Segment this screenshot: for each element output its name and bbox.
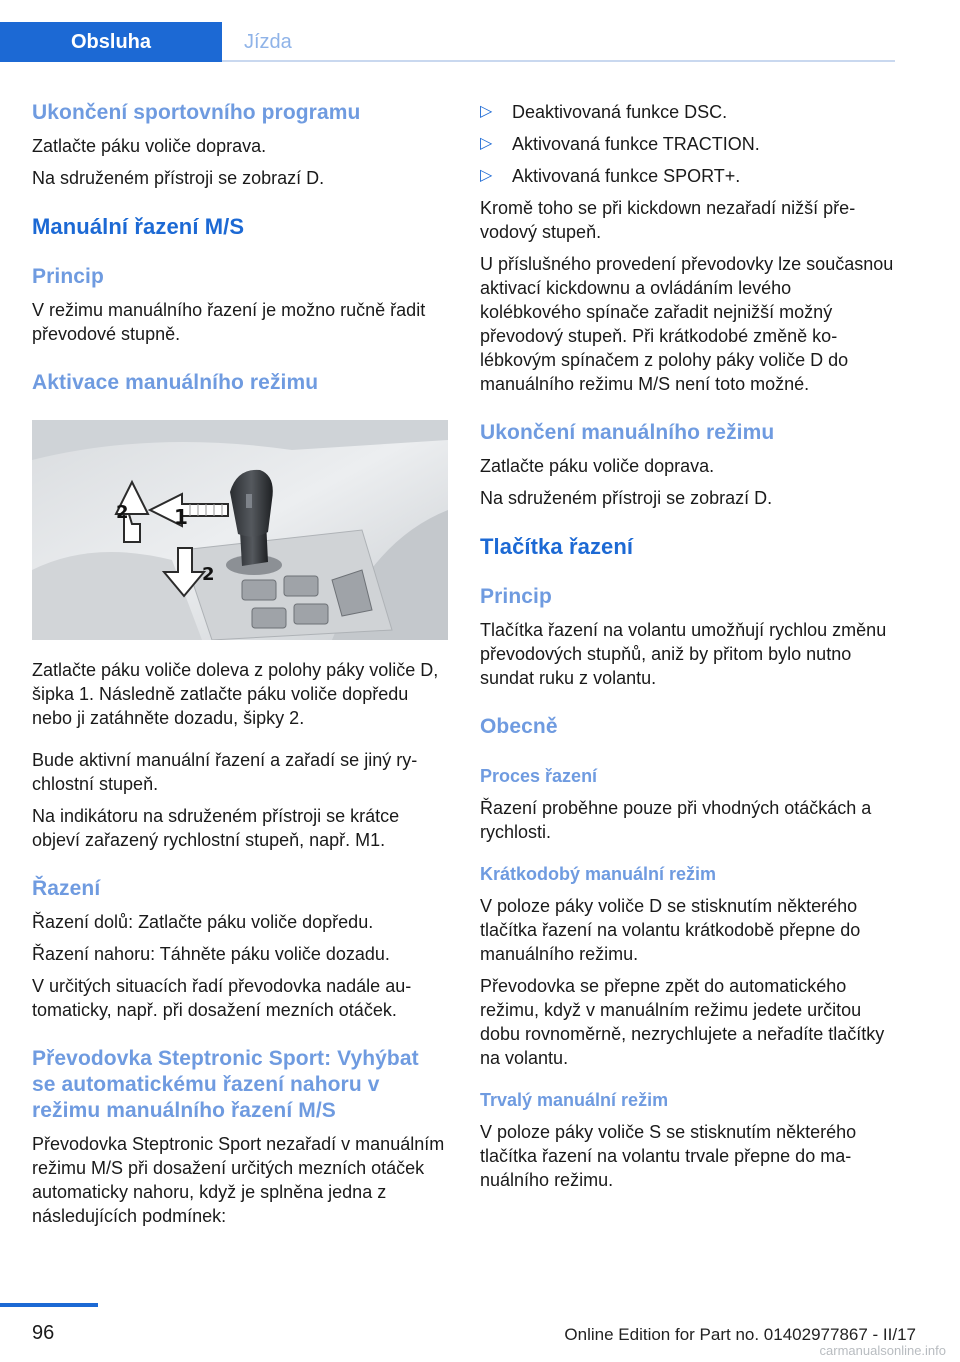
footer-accent-bar bbox=[0, 1303, 98, 1307]
arrow-label-2-bottom: 2 bbox=[202, 564, 215, 585]
heading-princip-right: Princip bbox=[480, 585, 552, 608]
heading-end-sport: Ukončení sportovního programu bbox=[32, 101, 361, 124]
list-item bbox=[480, 100, 896, 124]
heading-manual: Manuální řazení M/S bbox=[32, 214, 245, 239]
triangle-bullet-icon: ▷ bbox=[480, 135, 493, 152]
list-item-text: Aktivovaná funkce TRACTION. bbox=[512, 134, 760, 154]
paragraph: Kromě toho se při kickdown nezařadí nižší převodový stupeň. bbox=[480, 198, 856, 242]
paragraph: Zatlačte páku voliče doleva z polohy páky voliče D, šipka 1. Následně zatlačte páku voliče dopředu nebo ji zatáhněte dozadu, šipky 2. bbox=[32, 660, 439, 728]
paragraph: Na sdruženém přístroji se zobrazí D. bbox=[480, 488, 773, 508]
header-rule bbox=[222, 60, 895, 62]
page-number: 96 bbox=[32, 1322, 55, 1344]
paragraph: Zatlačte páku voliče doprava. bbox=[480, 456, 715, 476]
heading-princip: Princip bbox=[32, 265, 104, 288]
heading-paddles: Tlačítka řazení bbox=[480, 534, 634, 559]
arrow-label-1: 1 bbox=[174, 505, 188, 529]
paragraph: V režimu manuálního řazení je možno ručně řadit převodové stupně. bbox=[32, 300, 426, 344]
triangle-bullet-icon: ▷ bbox=[480, 167, 493, 184]
paragraph: V poloze páky voliče D se stisknutím některého tlačítka řazení na volantu krátkodobě přepne do manuálního režimu. bbox=[480, 896, 861, 964]
paragraph: Na indikátoru na sdruženém přístroji se krátce objeví zařazený rychlostní stupeň, např. M1. bbox=[32, 806, 400, 850]
list-item bbox=[480, 164, 896, 188]
paragraph: Převodovka Steptronic Sport nezařadí v manuálním režimu M/S při dosažení určitých mezních otáček automaticky nahoru, když je splněna jedna z následujících podmínek: bbox=[32, 1134, 445, 1226]
tab-jizda[interactable]: Jízda bbox=[244, 31, 292, 53]
list-item-text: Aktivovaná funkce SPORT+. bbox=[512, 166, 741, 186]
paragraph: V poloze páky voliče S se stisknutím některého tlačítka řazení na volantu trvale přepne do manuálního režimu. bbox=[480, 1122, 857, 1190]
list-item-text: Deaktivovaná funkce DSC. bbox=[512, 102, 728, 122]
tab-obsluha[interactable]: Obsluha bbox=[0, 22, 222, 62]
heading-activation: Aktivace manuálního režimu bbox=[32, 371, 319, 394]
list-item bbox=[480, 132, 896, 156]
header-tabbar bbox=[0, 0, 895, 62]
left-column bbox=[32, 100, 448, 1228]
paragraph: Řazení dolů: Zatlačte páku voliče dopředu. bbox=[32, 912, 374, 932]
heading-permanent-manual: Trvalý manuální režim bbox=[480, 1090, 669, 1110]
paragraph: Tlačítka řazení na volantu umožňují rychlou změnu převodových stupňů, aniž by přitom bylo nutno sundat ruku z volantu. bbox=[480, 620, 887, 688]
gear-selector-illustration bbox=[32, 420, 448, 640]
gear-selector-figure bbox=[32, 420, 448, 640]
paragraph: Na sdruženém přístroji se zobrazí D. bbox=[32, 168, 325, 188]
heading-short-manual: Krátkodobý manuální režim bbox=[480, 864, 717, 884]
right-column bbox=[480, 100, 896, 1192]
triangle-bullet-icon: ▷ bbox=[480, 103, 493, 120]
heading-steptronic: Převodovka Steptronic Sport: Vyhýbat se automatickému řazení nahoru v režimu manuálního řazení M/S bbox=[32, 1047, 419, 1122]
arrow-label-2-top: 2 bbox=[116, 502, 129, 523]
paragraph: Řazení nahoru: Táhněte páku voliče dozadu. bbox=[32, 944, 390, 964]
paragraph: V určitých situacích řadí převodovka nadále automaticky, např. při dosažení mezních otáček. bbox=[32, 976, 412, 1020]
paragraph: Řazení proběhne pouze při vhodných otáčkách a rychlosti. bbox=[480, 798, 872, 842]
paragraph: Bude aktivní manuální řazení a zařadí se jiný rychlostní stupeň. bbox=[32, 750, 418, 794]
watermark: carmanualsonline.info bbox=[819, 1343, 946, 1358]
paragraph: Převodovka se přepne zpět do automatického režimu, když v manuálním režimu jedete určitou dobu rovnoměrně, nezrychlujete a neřadíte tlačítky na volantu. bbox=[480, 976, 885, 1068]
paragraph: Zatlačte páku voliče doprava. bbox=[32, 136, 267, 156]
heading-process: Proces řazení bbox=[480, 766, 598, 786]
heading-general: Obecně bbox=[480, 715, 558, 738]
heading-shifting: Řazení bbox=[32, 877, 101, 900]
edition-text: Online Edition for Part no. 01402977867 - II/17 bbox=[564, 1325, 916, 1344]
paragraph: U příslušného provedení převodovky lze současnou aktivací kickdownu a ovládáním levého kolébkového spínače zařadit nejnižší možný převodový stupeň. Při krátkodobé změně kolébkovým spínačem z polohy páky voliče D do manuálního režimu M/S není toto možné. bbox=[480, 254, 894, 394]
heading-end-manual: Ukončení manuálního režimu bbox=[480, 421, 775, 444]
